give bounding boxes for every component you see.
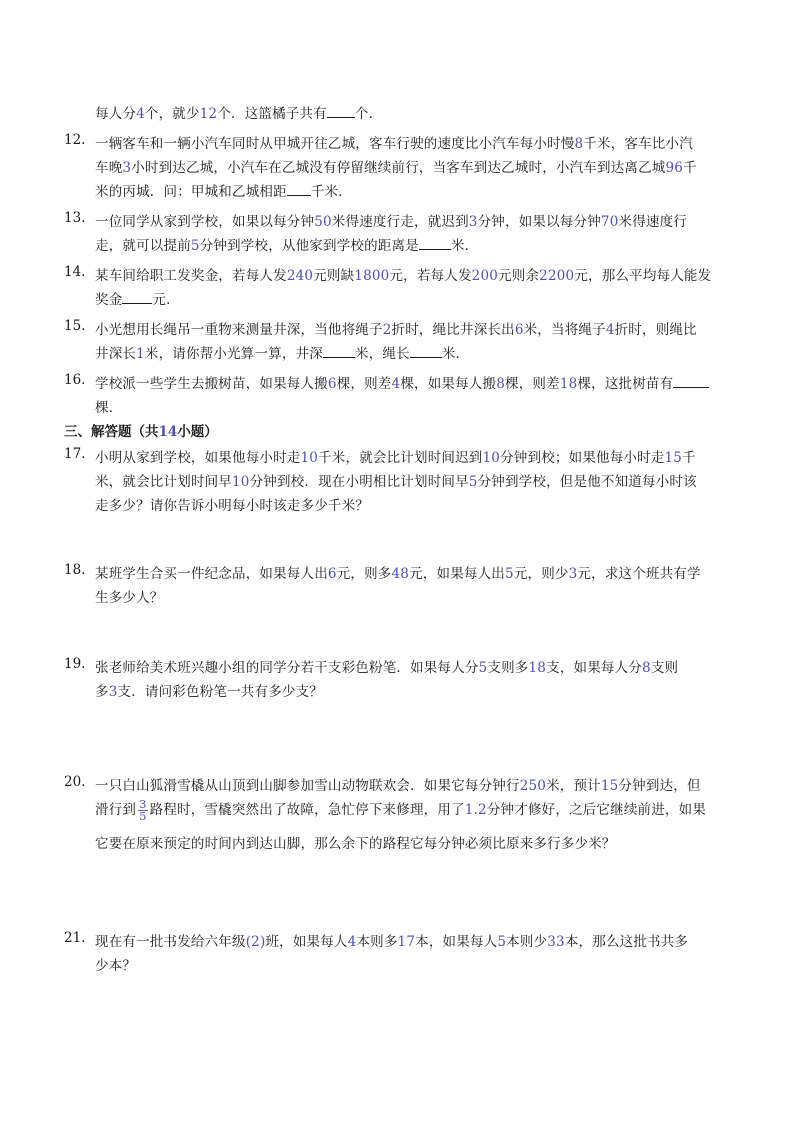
value: 8 (642, 660, 651, 676)
value: 200 (471, 268, 499, 284)
value: 5 (190, 238, 200, 254)
question-number: 15. (64, 318, 86, 334)
value: 15 (664, 450, 683, 466)
answer-blank[interactable] (323, 344, 355, 358)
value: 8 (496, 376, 506, 392)
question-number: 18. (64, 562, 86, 578)
question-number: 12. (64, 132, 86, 148)
answer-blank[interactable] (673, 374, 709, 388)
value: 4 (391, 376, 401, 392)
value: 8 (574, 136, 584, 152)
value: 5 (497, 934, 507, 950)
value: 96 (665, 160, 684, 176)
question-number: 13. (64, 210, 86, 226)
value: 18 (559, 376, 578, 392)
value: 33 (547, 934, 565, 950)
q11-line-1: 每人分4个，就少12个．这篮橘子共有 个． (95, 106, 383, 122)
value: 6 (514, 322, 524, 338)
question-number: 14. (64, 264, 86, 280)
value: 3 (122, 160, 132, 176)
value: 5 (468, 474, 478, 490)
value: 3 (108, 684, 118, 700)
answer-blank[interactable] (419, 236, 451, 250)
question-number: 19. (64, 656, 86, 672)
question-number: 21. (64, 930, 86, 946)
value: 12 (199, 106, 218, 122)
value: 4 (605, 322, 615, 338)
value: 5 (505, 566, 514, 582)
value: 250 (519, 778, 547, 794)
value: 2200 (539, 268, 575, 284)
value: 15 (600, 778, 619, 794)
answer-blank[interactable] (122, 290, 152, 304)
question-number: 16. (64, 372, 86, 388)
value: 240 (286, 268, 314, 284)
value: 6 (327, 376, 337, 392)
answer-blank[interactable] (410, 344, 442, 358)
value: 6 (327, 566, 337, 582)
answer-blank[interactable] (287, 182, 311, 196)
value: 10 (232, 474, 250, 490)
value: 10 (482, 450, 501, 466)
value: 3 (568, 566, 578, 582)
value: 2 (251, 934, 260, 950)
question-number: 17. (64, 446, 86, 462)
value: 3 (468, 214, 478, 230)
value: 4 (136, 106, 145, 122)
fraction-three-fifths: $\frac{3}{5}$ (139, 797, 147, 823)
value: 5 (478, 660, 488, 676)
value: 48 (391, 566, 410, 582)
value: 70 (600, 214, 619, 230)
value: 18 (528, 660, 547, 676)
value: 17 (397, 934, 416, 950)
value: 1.2 (464, 802, 487, 818)
value: 4 (347, 934, 357, 950)
value: 14 (158, 424, 178, 440)
question-number: 20. (64, 774, 86, 790)
value: 2 (382, 322, 392, 338)
section-heading: 三、解答题（共14小题） (64, 424, 218, 440)
value: 1 (136, 346, 145, 362)
value: 10 (300, 450, 319, 466)
value: 1800 (354, 268, 390, 284)
value: 50 (314, 214, 332, 230)
answer-blank[interactable] (327, 104, 355, 118)
